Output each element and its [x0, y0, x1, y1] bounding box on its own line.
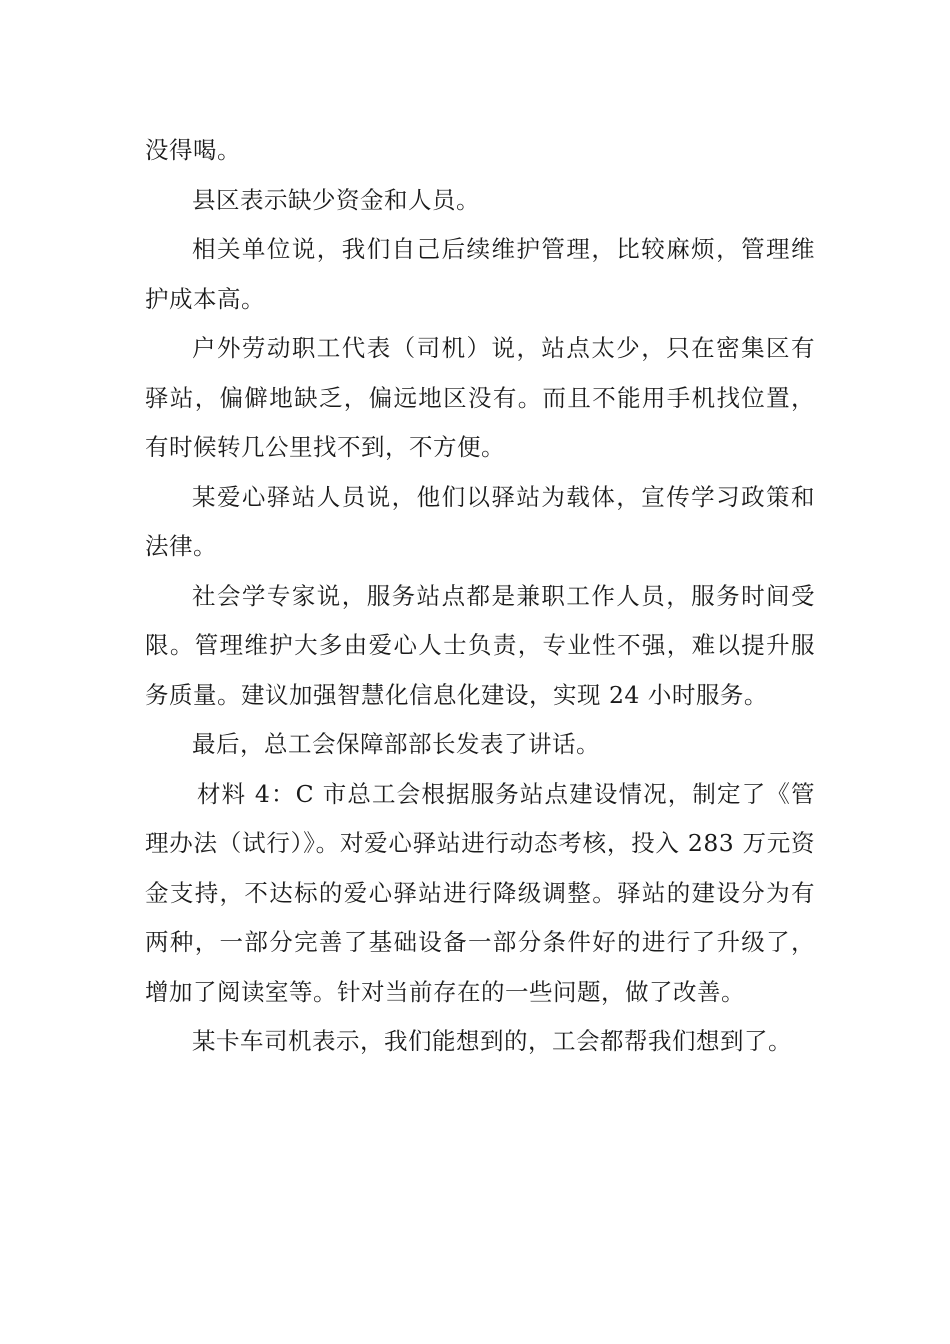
paragraph-sociology-expert: 社会学专家说，服务站点都是兼职工作人员，服务时间受限。管理维护大多由爱心人士负责，专业性不强，难以提升服务质量。建议加强智慧化信息化建设，实现 24 小时服务。	[145, 581, 815, 709]
paragraph-material-4: 材料 4：C 市总工会根据服务站点建设情况，制定了《管理办法（试行）》。对爱心驿站进行动态考核，投入 283 万元资金支持，不达标的爱心驿站进行降级调整。驿站的建设分为有两种，一部分完善了基础设备一部分条件好的进行了升级了，增加了阅读室等。针对当前存在的一些问题，做了改善。	[145, 779, 815, 1006]
paragraph-station-staff: 某爱心驿站人员说，他们以驿站为载体，宣传学习政策和法律。	[145, 482, 815, 560]
paragraph-related-units: 相关单位说，我们自己后续维护管理，比较麻烦，管理维护成本高。	[145, 235, 815, 313]
paragraph-truck-driver: 某卡车司机表示，我们能想到的，工会都帮我们想到了。	[192, 1027, 792, 1055]
document-body	[145, 126, 815, 1067]
paragraph-outdoor-workers: 户外劳动职工代表（司机）说，站点太少，只在密集区有驿站，偏僻地缺乏，偏远地区没有。而且不能用手机找位置，有时候转几公里找不到，不方便。	[145, 334, 815, 461]
paragraph-closing-speech: 最后，总工会保障部部长发表了讲话。	[192, 730, 600, 758]
paragraph-continuation: 没得喝。	[145, 136, 241, 164]
paragraph-county-districts: 县区表示缺少资金和人员。	[192, 185, 480, 214]
